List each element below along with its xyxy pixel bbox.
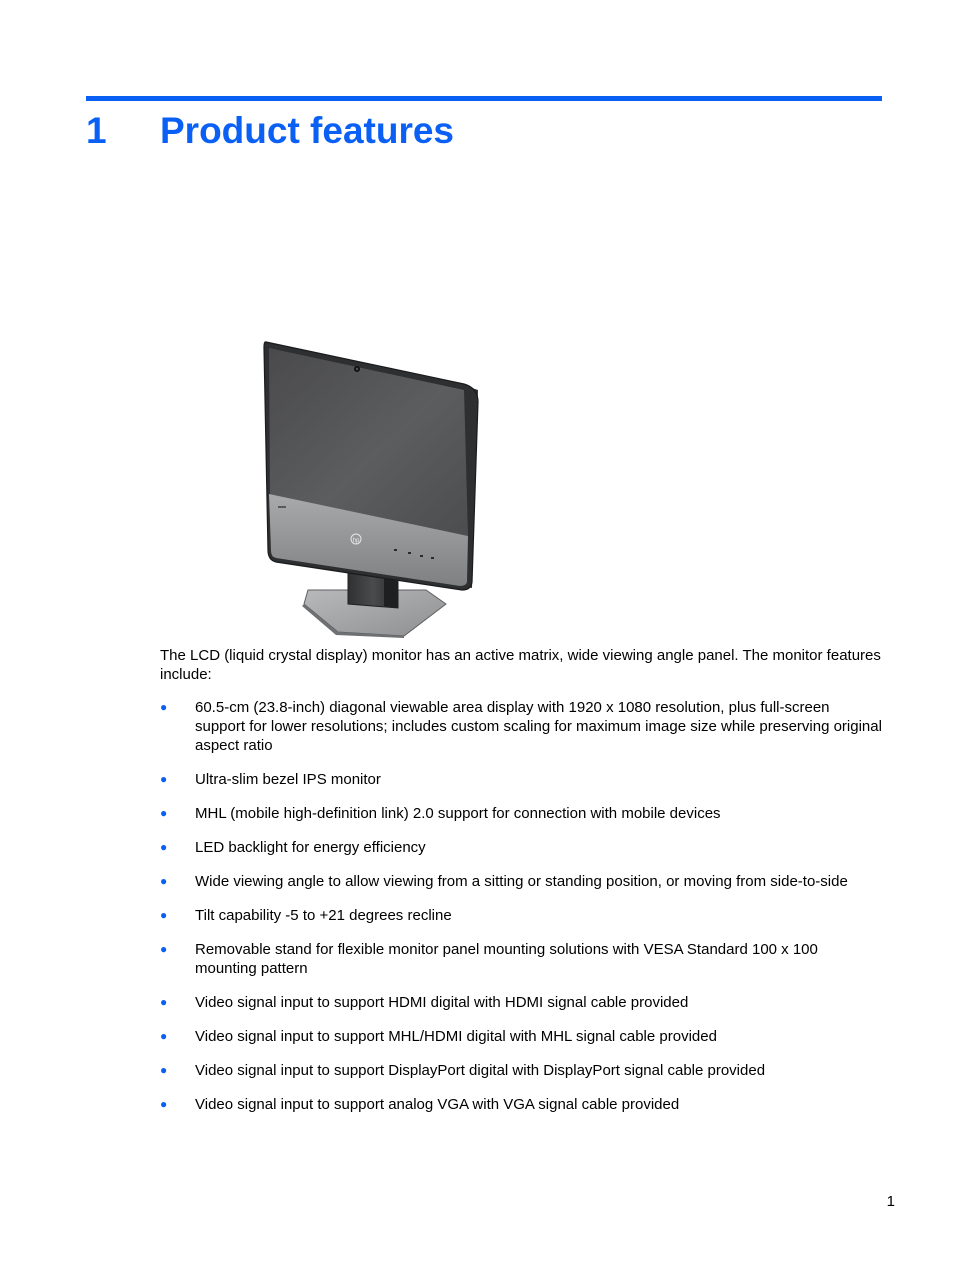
page-number: 1 (886, 1193, 895, 1210)
bullet-icon: ● (160, 995, 168, 1009)
bullet-icon: ● (160, 840, 168, 854)
list-item-text: Ultra-slim bezel IPS monitor (195, 771, 381, 788)
bullet-icon: ● (160, 700, 168, 714)
bullet-icon: ● (160, 806, 168, 820)
list-item (160, 993, 882, 1012)
list-item-text: Video signal input to support DisplayPort digital with DisplayPort signal cable provided (195, 1062, 766, 1079)
bullet-icon: ● (160, 1063, 168, 1077)
bullet-icon: ● (160, 942, 168, 956)
intro-paragraph: The LCD (liquid crystal display) monitor has an active matrix, wide viewing angle panel. The monitor features include: (160, 647, 881, 683)
list-item-text: Wide viewing angle to allow viewing from a sitting or standing position, or moving from side-to-side (195, 873, 848, 890)
list-item-text: MHL (mobile high-definition link) 2.0 support for connection with mobile devices (195, 805, 721, 822)
list-item (160, 872, 882, 891)
chapter-rule (86, 96, 882, 101)
list-item-text: Tilt capability -5 to +21 degrees recline (195, 907, 452, 924)
list-item-text: Video signal input to support analog VGA with VGA signal cable provided (195, 1096, 680, 1113)
bullet-icon: ● (160, 772, 168, 786)
list-item-text: Video signal input to support MHL/HDMI digital with MHL signal cable provided (195, 1028, 717, 1045)
feature-list (160, 698, 882, 1129)
list-item (160, 1027, 882, 1046)
bullet-icon: ● (160, 908, 168, 922)
list-item (160, 906, 882, 925)
monitor-illustration (256, 336, 492, 638)
list-item (160, 1095, 882, 1114)
chapter-number: 1 (86, 110, 107, 151)
list-item (160, 770, 882, 789)
list-item-text: Removable stand for flexible monitor panel mounting solutions with VESA Standard 100 x 100 mounting pattern (195, 941, 818, 977)
list-item (160, 1061, 882, 1080)
list-item-text: 60.5-cm (23.8-inch) diagonal viewable area display with 1920 x 1080 resolution, plus full-screen support for lower resolutions; includes custom scaling for maximum image size while preserving original aspect ratio (195, 699, 882, 754)
monitor-image (256, 336, 492, 638)
bullet-icon: ● (160, 1097, 168, 1111)
svg-text:hp: hp (352, 538, 360, 544)
list-item (160, 838, 882, 857)
list-item-text: Video signal input to support HDMI digital with HDMI signal cable provided (195, 994, 689, 1011)
chapter-title: Product features (160, 110, 455, 151)
list-item (160, 804, 882, 823)
list-item (160, 698, 882, 755)
list-item-text: LED backlight for energy efficiency (195, 839, 426, 856)
bullet-icon: ● (160, 874, 168, 888)
bullet-icon: ● (160, 1029, 168, 1043)
list-item (160, 940, 882, 978)
